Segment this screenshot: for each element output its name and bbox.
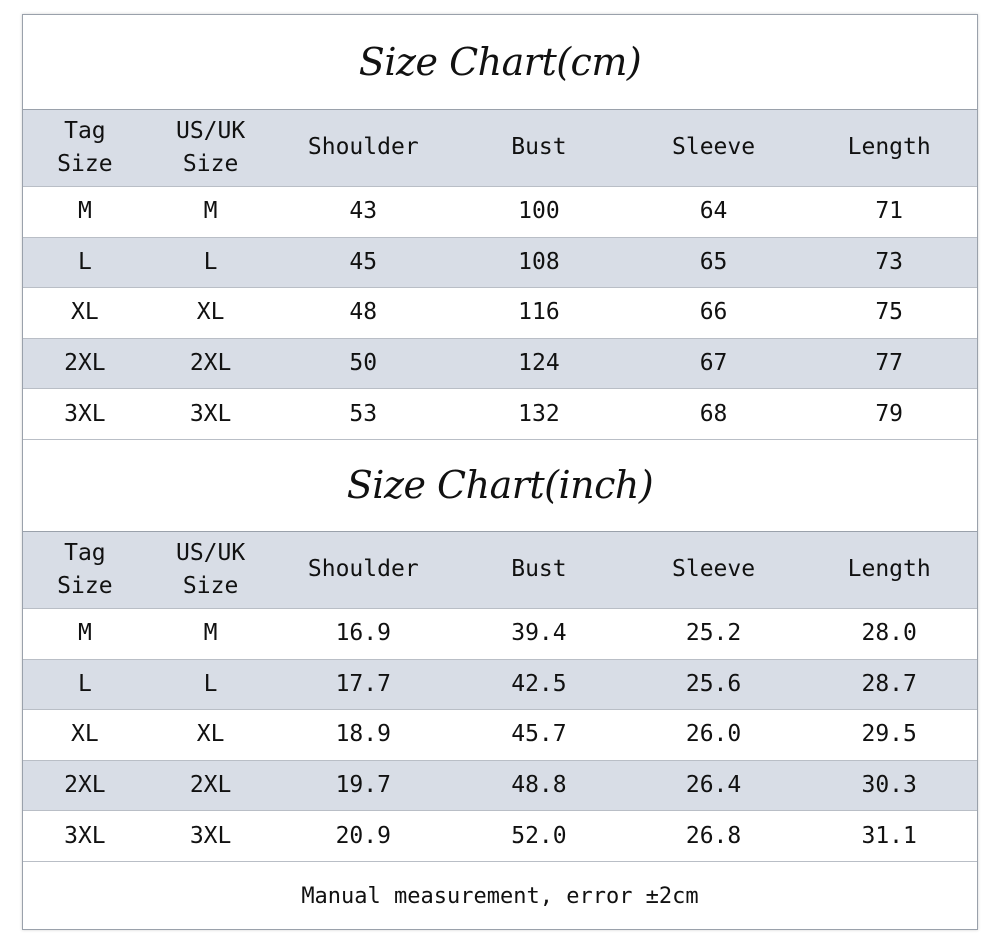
inch-chart-title: Size Chart(inch) (346, 463, 654, 507)
table-cell: 43 (349, 198, 378, 225)
table-cell: 66 (699, 299, 728, 326)
column-header-shoulder: Shoulder (307, 556, 419, 583)
table-cell: M (77, 620, 92, 647)
table-cell: 100 (518, 198, 560, 225)
table-cell: L (203, 248, 218, 275)
column-header-tag-size: Tag Size (57, 539, 113, 599)
table-cell: 20.9 (335, 822, 391, 849)
table-cell: L (77, 670, 92, 697)
table-cell: 67 (699, 349, 728, 376)
table-cell: 45.7 (511, 721, 567, 748)
column-header-length: Length (847, 134, 931, 161)
table-cell: 48.8 (511, 771, 567, 798)
table-cell: 68 (699, 400, 728, 427)
table-cell: XL (71, 721, 99, 748)
table-cell: 71 (875, 198, 904, 225)
table-cell: 26.8 (685, 822, 742, 849)
table-cell: 65 (699, 248, 728, 275)
table-cell: 31.1 (861, 822, 917, 849)
table-cell: 2XL (64, 349, 106, 376)
table-cell: 3XL (64, 400, 106, 427)
table-cell: 53 (349, 400, 378, 427)
table-cell: 2XL (189, 349, 232, 376)
inch-size-table (23, 531, 977, 861)
table-cell: 19.7 (335, 771, 391, 798)
table-cell: 17.7 (335, 670, 391, 697)
table-cell: M (203, 198, 218, 225)
table-row (23, 186, 977, 237)
table-cell: 39.4 (511, 620, 567, 647)
table-cell: 42.5 (511, 670, 567, 697)
table-cell: 18.9 (335, 721, 391, 748)
table-row (23, 608, 977, 659)
table-cell: 75 (875, 299, 904, 326)
table-cell: 28.0 (861, 620, 917, 647)
table-cell: 50 (349, 349, 378, 376)
column-header-tag-size: Tag Size (57, 117, 113, 177)
column-header-length: Length (847, 556, 931, 583)
table-cell: 48 (349, 299, 378, 326)
table-row (23, 338, 977, 389)
table-row (23, 659, 977, 710)
table-cell: 28.7 (861, 670, 917, 697)
table-cell: 64 (699, 198, 728, 225)
measurement-note: Manual measurement, error ±2cm (23, 861, 977, 930)
table-cell: 132 (518, 400, 560, 427)
table-cell: L (77, 248, 92, 275)
table-cell: 124 (518, 349, 560, 376)
table-cell: 26.0 (685, 721, 742, 748)
table-cell: 2XL (189, 771, 232, 798)
table-row (23, 287, 977, 338)
table-cell: XL (71, 299, 99, 326)
table-cell: 29.5 (861, 721, 917, 748)
table-cell: 25.6 (685, 670, 742, 697)
table-cell: 73 (875, 248, 904, 275)
table-header-row (23, 531, 977, 608)
table-row (23, 237, 977, 288)
table-cell: 3XL (189, 400, 232, 427)
table-cell: 2XL (64, 771, 106, 798)
column-header-shoulder: Shoulder (307, 134, 419, 161)
table-cell: 3XL (189, 822, 232, 849)
table-cell: 116 (518, 299, 560, 326)
column-header-bust: Bust (511, 134, 567, 161)
table-cell: M (77, 198, 92, 225)
size-chart-card (22, 14, 978, 930)
table-row (23, 709, 977, 760)
column-header-sleeve: Sleeve (672, 134, 756, 161)
column-header-bust: Bust (511, 556, 567, 583)
table-cell: 108 (518, 248, 560, 275)
table-header-row (23, 109, 977, 186)
table-cell: 25.2 (685, 620, 742, 647)
table-cell: 3XL (64, 822, 106, 849)
table-cell: 79 (875, 400, 904, 427)
table-cell: 16.9 (335, 620, 391, 647)
table-cell: 30.3 (861, 771, 917, 798)
cm-chart-title: Size Chart(cm) (358, 40, 642, 84)
cm-size-table (23, 109, 977, 439)
table-cell: 52.0 (511, 822, 567, 849)
table-cell: M (203, 620, 218, 647)
table-cell: XL (196, 721, 225, 748)
table-row (23, 388, 977, 439)
table-row (23, 810, 977, 861)
column-header-us-uk-size: US/UK Size (175, 117, 246, 177)
table-cell: XL (196, 299, 225, 326)
table-cell: L (203, 670, 218, 697)
table-cell: 77 (875, 349, 904, 376)
table-row (23, 760, 977, 811)
column-header-us-uk-size: US/UK Size (175, 539, 246, 599)
table-cell: 45 (349, 248, 378, 275)
table-cell: 26.4 (685, 771, 742, 798)
column-header-sleeve: Sleeve (672, 556, 756, 583)
